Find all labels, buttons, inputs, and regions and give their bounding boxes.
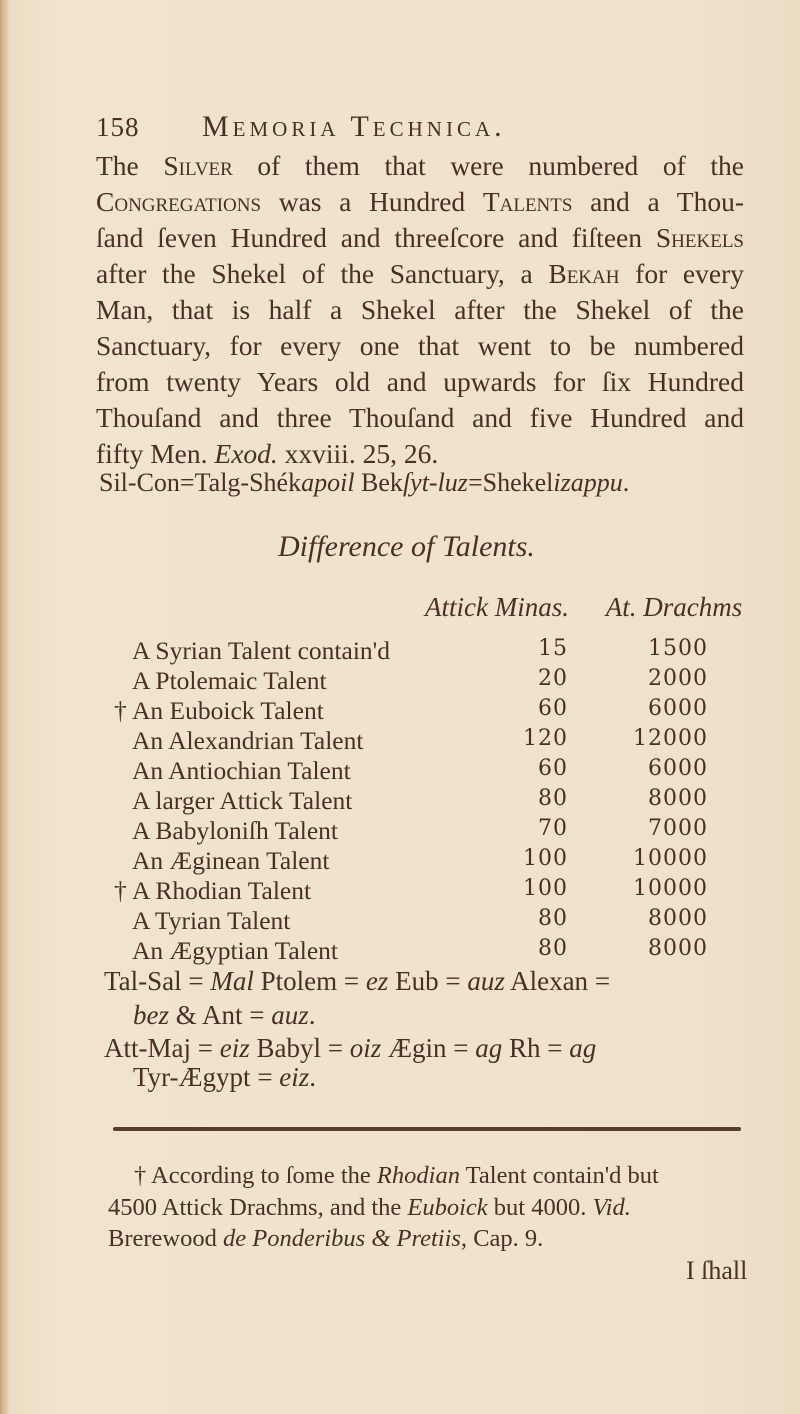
body-line: ſand ſeven Hundred and threeſcore and fiſteen Shekels [96,222,744,253]
minas-value: 100 [523,876,568,901]
table-row [80,876,760,906]
body-line: Man, that is half a Shekel after the Shekel of the [96,294,744,325]
footnote-line: 4500 Attick Drachms, and the Euboick but 4000. Vid. [108,1194,631,1221]
talent-mnemonic-line: bez & Ant = auz. [133,1000,316,1030]
body-paragraph [96,148,744,472]
table-row [80,816,760,846]
table-row [80,846,760,876]
drachms-value: 8000 [648,786,708,811]
talent-name: An Euboick Talent [132,696,324,725]
talent-name: A Syrian Talent contain'd [132,636,391,665]
drachms-value: 6000 [648,696,708,721]
table-row [80,696,760,726]
catchword: I ſhall [686,1256,748,1285]
body-line: The Silver of them that were numbered of the [96,150,744,181]
minas-value: 15 [538,636,568,661]
minas-value: 20 [538,666,568,691]
column-header-drachms: At. Drachms [605,592,743,622]
drachms-value: 10000 [633,846,708,871]
body-line: Sanctuary, for every one that went to be numbered [96,330,744,361]
talent-mnemonic-line: Att-Maj = eiz Babyl = oiz Ægin = ag Rh = ag [104,1033,597,1063]
page-header [96,110,506,144]
table-column-headers [425,592,742,623]
talent-name: A Rhodian Talent [132,876,312,905]
minas-value: 70 [538,816,568,841]
table-row [80,666,760,696]
minas-value: 120 [523,726,568,751]
column-header-minas: Attick Minas. [425,592,569,622]
minas-value: 80 [538,936,568,961]
talent-name: An Æginean Talent [132,846,330,875]
talent-mnemonic-line: Tyr-Ægypt = eiz. [133,1062,317,1092]
body-line: Thouſand and three Thouſand and five Hundred and [96,402,744,433]
talent-name: A Ptolemaic Talent [132,666,327,695]
table-row [80,726,760,756]
minas-value: 100 [523,846,568,871]
body-line: fifty Men. Exod. xxviii. 25, 26. [96,438,439,469]
drachms-value: 8000 [648,906,708,931]
scripture-reference: Exod. [214,438,278,469]
drachms-value: 7000 [648,816,708,841]
table-row [80,936,760,966]
drachms-value: 8000 [648,936,708,961]
footnote-line: Brerewood de Ponderibus & Pretiis, Cap. 9. [108,1225,544,1252]
talent-name: An Ægyptian Talent [132,936,338,965]
shekel-mnemonic: Sil-Con=Talg-Shékapoil Bekſyt-luz=Shekelizappu. [99,468,630,497]
table-row [80,906,760,936]
dagger-mark: † [114,876,127,905]
drachms-value: 2000 [648,666,708,691]
table-row [80,786,760,816]
footnote-divider [113,1127,741,1131]
talent-mnemonic-line: Tal-Sal = Mal Ptolem = ez Eub = auz Alexan = [104,966,611,996]
talent-name: A larger Attick Talent [132,786,353,815]
talent-name: A Babyloniſh Talent [132,816,338,845]
drachms-value: 6000 [648,756,708,781]
section-title: Difference of Talents. [278,530,535,563]
drachms-value: 12000 [633,726,708,751]
page-number: 158 [96,112,140,142]
minas-value: 60 [538,696,568,721]
footnote-line: † According to ſome the Rhodian Talent contain'd but [134,1162,659,1189]
talent-name: An Antiochian Talent [132,756,351,785]
body-line: from twenty Years old and upwards for ſix Hundred [96,366,744,397]
dagger-mark: † [114,696,127,725]
minas-value: 60 [538,756,568,781]
talent-name: An Alexandrian Talent [132,726,364,755]
drachms-value: 10000 [633,876,708,901]
body-line: Congregations was a Hundred Talents and a Thou- [96,186,744,217]
minas-value: 80 [538,786,568,811]
table-row [80,636,760,666]
drachms-value: 1500 [648,636,708,661]
body-line: after the Shekel of the Sanctuary, a Bekah for every [96,258,744,289]
running-title: Memoria Technica. [202,110,506,143]
table-row [80,756,760,786]
minas-value: 80 [538,906,568,931]
talent-name: A Tyrian Talent [132,906,291,935]
